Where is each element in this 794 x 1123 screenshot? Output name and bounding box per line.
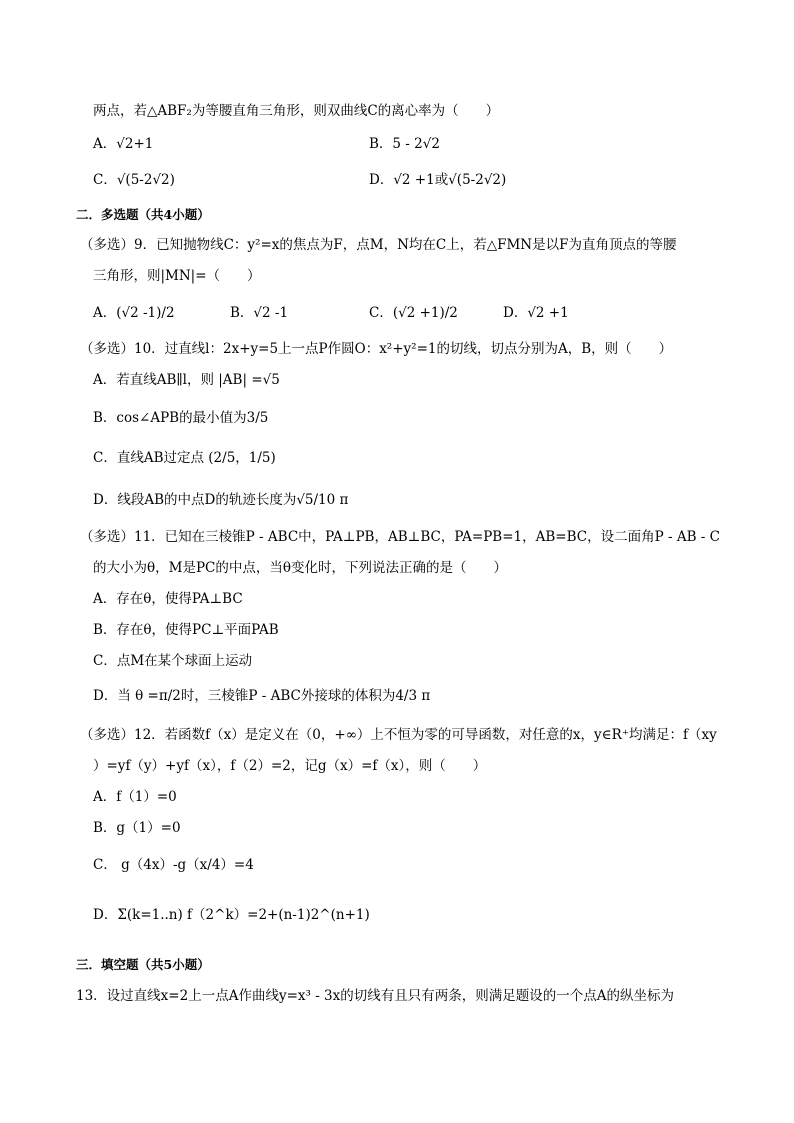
q12-line2: ）=yf（y）+yf（x），f（2）=2，记g（x）=f（x），则（ ） — [93, 758, 487, 774]
q13-line1: 13．设过直线x=2上一点A作曲线y=x³ - 3x的切线有且只有两条，则满足题设的一个点A的纵坐标为 — [76, 988, 675, 1004]
q8-option-a: A．√2+1 — [93, 136, 154, 152]
section-fill-in-title: 三．填空题（共5小题） — [76, 957, 210, 972]
q10-option-c: C．直线AB过定点 (2/5，1/5) — [93, 450, 276, 466]
q9-line1: （多选）9．已知抛物线C：y²=x的焦点为F，点M，N均在C上，若△FMN是以F为直角顶点的等腰 — [80, 237, 677, 253]
q11-option-a: A．存在θ，使得PA⊥BC — [93, 591, 243, 607]
q12-option-b: B．g（1）=0 — [93, 820, 181, 836]
q8-line1: 两点，若△ABF₂为等腰直角三角形，则双曲线C的离心率为（ ） — [93, 103, 500, 119]
section-multiple-choice-title: 二．多选题（共4小题） — [76, 207, 210, 222]
q9-option-b: B．√2 -1 — [230, 305, 289, 321]
q12-line1: （多选）12．若函数f（x）是定义在（0，+∞）上不恒为零的可导函数，对任意的x，y∈R⁺均满足：f（xy — [80, 727, 717, 743]
q9-option-d: D．√2 +1 — [503, 305, 569, 321]
q11-line2: 的大小为θ，M是PC的中点，当θ变化时，下列说法正确的是（ ） — [93, 560, 507, 576]
q10-option-d: D．线段AB的中点D的轨迹长度为√5/10 π — [93, 492, 349, 508]
q11-option-d: D．当 θ =π/2时，三棱锥P - ABC外接球的体积为4/3 π — [93, 688, 431, 704]
q9-line2: 三角形，则|MN|=（ ） — [93, 268, 261, 284]
q8-option-b: B．5 - 2√2 — [369, 136, 440, 152]
q12-option-d: D．Σ(k=1..n) f（2^k）=2+(n-1)2^(n+1) — [93, 907, 370, 923]
q11-line1: （多选）11．已知在三棱锥P - ABC中，PA⊥PB，AB⊥BC，PA=PB=1，AB=BC，设二面角P - AB - C — [80, 529, 720, 545]
q10-line1: （多选）10．过直线l：2x+y=5上一点P作圆O：x²+y²=1的切线，切点分别为A，B，则（ ） — [80, 341, 673, 357]
q10-option-b: B．cos∠APB的最小值为3/5 — [93, 410, 269, 426]
q11-option-b: B．存在θ，使得PC⊥平面PAB — [93, 622, 279, 638]
q8-option-d: D．√2 +1或√(5-2√2) — [369, 172, 507, 188]
q10-option-a: A．若直线AB∥l，则 |AB| =√5 — [93, 372, 280, 388]
q8-option-c: C．√(5-2√2) — [93, 172, 175, 188]
q12-option-a: A．f（1）=0 — [93, 789, 177, 805]
q9-option-a: A．(√2 -1)/2 — [93, 305, 175, 321]
q11-option-c: C．点M在某个球面上运动 — [93, 653, 253, 669]
q9-option-c: C．(√2 +1)/2 — [369, 305, 458, 321]
q12-option-c: C． g（4x）-g（x/4）=4 — [93, 857, 254, 873]
